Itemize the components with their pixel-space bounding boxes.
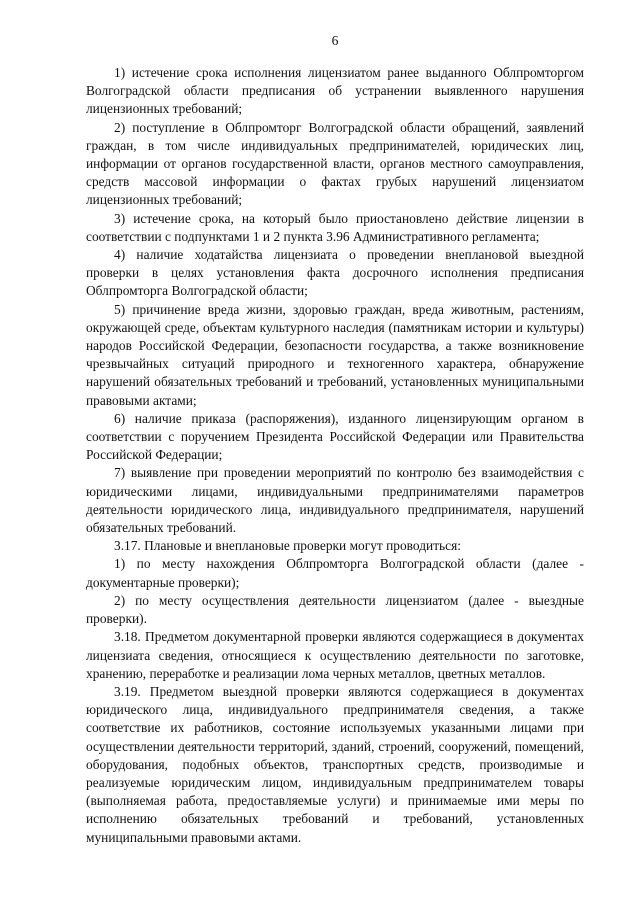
paragraph-section-3-19: 3.19. Предметом выездной проверки являются содержащиеся в документах юридического лица, индивидуального предпринимателя сведения, а также соответствие их работников, состояние используемых указанными лицами при осуществлении деятельности территорий, зданий, строений, сооружений, помещений, оборудования, подобных объектов, транспортных средств, производимые и реализуемые юридическим лицом, индивидуальным предпринимателем товары (выполняемая работа, предоставляемые услуги) и принимаемые ими меры по исполнению обязательных требований и требований, установленных муниципальными правовыми актами. — [86, 683, 584, 845]
paragraph-item-4: 4) наличие ходатайства лицензиата о проведении внеплановой выездной проверки в целях установления факта досрочного исполнения предписания Облпромторга Волгоградской области; — [86, 247, 584, 299]
paragraph-section-3-18: 3.18. Предметом документарной проверки являются содержащиеся в документах лицензиата сведения, относящиеся к осуществлению деятельности по заготовке, хранению, переработке и реализации лома черных металлов, цветных металлов. — [86, 629, 584, 681]
paragraph-item-6: 6) наличие приказа (распоряжения), изданного лицензирующим органом в соответствии с поручением Президента Российской Федерации или Правительства Российской Федерации; — [86, 410, 584, 463]
paragraph-field-checks: 2) по месту осуществления деятельности лицензиатом (далее - выездные проверки). — [86, 592, 584, 627]
paragraph-item-7: 7) выявление при проведении мероприятий по контролю без взаимодействия с юридическими лицами, индивидуальными предпринимателями параметров деятельности юридического лица, индивидуального предпринимателя, нарушений обязательных требований. — [86, 465, 584, 536]
paragraph-item-3: 3) истечение срока, на который было приостановлено действие лицензии в соответствии с подпунктами 1 и 2 пункта 3.96 Административного регламента; — [86, 210, 584, 244]
page-number: 6 — [331, 33, 339, 48]
paragraph-item-2: 2) поступление в Облпромторг Волгоградской области обращений, заявлений граждан, в том числе индивидуальных предпринимателей, юридических лиц, информации от органов государственной власти, органов местного самоуправления, средств массовой информации о фактах грубых нарушений лицензиатом лицензионных требований; — [86, 119, 584, 208]
document-body — [86, 64, 584, 847]
paragraph-documentary-checks: 1) по месту нахождения Облпромторга Волгоградской области (далее - документарные проверки); — [86, 556, 584, 590]
paragraph-item-1: 1) истечение срока исполнения лицензиатом ранее выданного Облпромторгом Волгоградской области предписания об устранении выявленного нарушения лицензионных требований; — [86, 65, 584, 117]
paragraph-item-5: 5) причинение вреда жизни, здоровью граждан, вреда животным, растениям, окружающей среде, объектам культурного наследия (памятникам истории и культуры) народов Российской Федерации, безопасности государства, а также возникновение чрезвычайных ситуаций природного и техногенного характера, обнаружение нарушений обязательных требований и требований, установленных муниципальными правовыми актами; — [86, 301, 584, 408]
paragraph-section-3-17: 3.17. Плановые и внеплановые проверки могут проводиться: — [114, 538, 461, 554]
